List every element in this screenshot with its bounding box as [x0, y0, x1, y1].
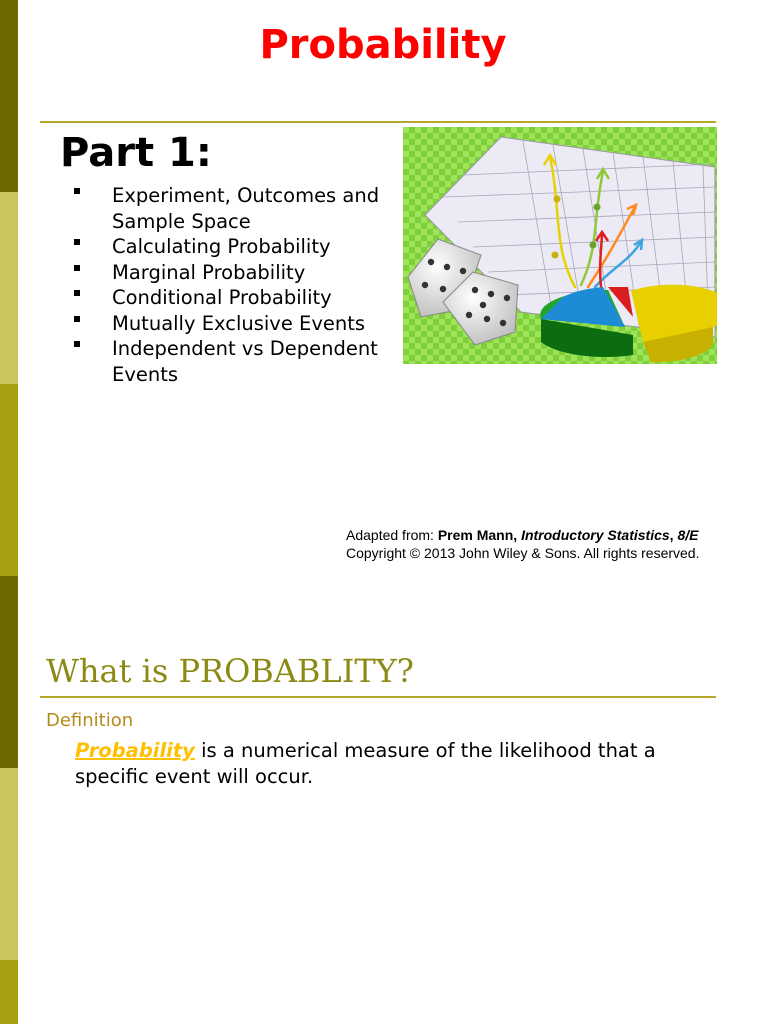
bullet-square-icon — [74, 239, 80, 245]
list-item: Independent vs Dependent Events — [70, 336, 380, 387]
bullet-square-icon — [74, 341, 80, 347]
list-item: Marginal Probability — [70, 260, 380, 286]
bullet-square-icon — [74, 188, 80, 194]
part-heading: Part 1: — [60, 130, 212, 176]
list-item: Mutually Exclusive Events — [70, 311, 380, 337]
bullet-square-icon — [74, 290, 80, 296]
list-item: Calculating Probability — [70, 234, 380, 260]
copyright-line: Copyright © 2013 John Wiley & Sons. All rights reserved. — [346, 545, 700, 561]
credit-line-1: Adapted from: Prem Mann, Introductory Statistics, 8/E — [346, 527, 699, 543]
bullet-square-icon — [74, 316, 80, 322]
title-divider — [40, 121, 716, 123]
slide-1 — [18, 0, 768, 576]
title-divider — [40, 696, 716, 698]
source-credit — [346, 526, 756, 562]
dice-pie-chart-illustration — [403, 127, 717, 364]
slide-2 — [18, 576, 768, 1024]
side-color-strip — [0, 0, 18, 1024]
slide-title: What is PROBABLITY? — [46, 652, 414, 690]
term-probability: Probability — [75, 739, 195, 762]
bullet-square-icon — [74, 265, 80, 271]
topic-list — [70, 183, 380, 387]
list-item: Experiment, Outcomes and Sample Space — [70, 183, 380, 234]
list-item: Conditional Probability — [70, 285, 380, 311]
definition-label: Definition — [46, 710, 134, 731]
slide-title: Probability — [259, 22, 507, 68]
definition-text: Probability is a numerical measure of the likelihood that a specific event will occur. — [75, 739, 656, 788]
